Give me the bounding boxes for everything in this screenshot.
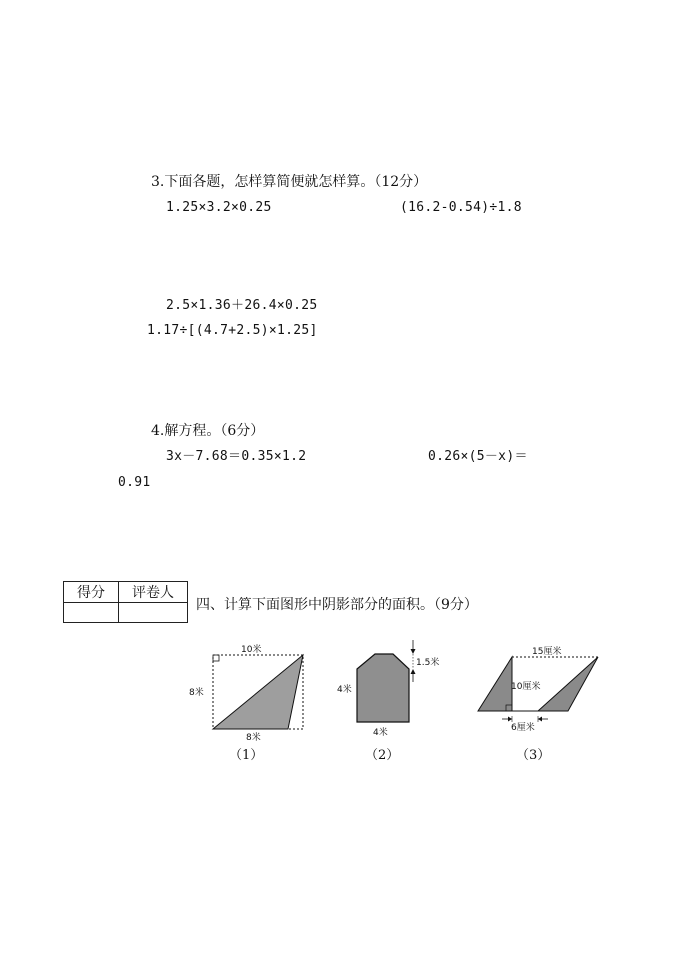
q3-expression-3: 2.5×1.36＋26.4×0.25 bbox=[166, 298, 318, 313]
right-angle-mark bbox=[213, 655, 219, 661]
figure-2-shaded-pentagon bbox=[357, 654, 409, 722]
figure-2 bbox=[335, 638, 440, 768]
q4-equation-2: 0.26×(5－x)＝ bbox=[428, 449, 528, 464]
grader-header: 评卷人 bbox=[119, 582, 188, 603]
arrowhead-right-icon bbox=[508, 717, 512, 722]
figure-2-left-label: 4米 bbox=[337, 685, 352, 695]
figure-1-caption: （1） bbox=[229, 748, 264, 763]
figure-3-top-label: 15厘米 bbox=[532, 647, 562, 657]
q3-expression-4: 1.17÷[(4.7+2.5)×1.25] bbox=[147, 323, 318, 338]
q4-equation-1: 3x－7.68＝0.35×1.2 bbox=[166, 449, 307, 464]
figure-3 bbox=[470, 638, 605, 768]
figure-2-caption: （2） bbox=[365, 748, 400, 763]
figure-1 bbox=[185, 638, 310, 768]
arrowhead-down-icon bbox=[411, 649, 416, 654]
q4-title: 4.解方程。（6分） bbox=[151, 423, 265, 439]
grader-cell[interactable] bbox=[119, 603, 188, 623]
arrowhead-left-icon bbox=[538, 717, 542, 722]
score-table bbox=[63, 581, 188, 623]
figure-1-top-label: 10米 bbox=[241, 645, 262, 655]
q3-expression-2: (16.2-0.54)÷1.8 bbox=[400, 200, 522, 215]
figure-3-shaded-right-triangle bbox=[538, 657, 598, 711]
q3-expression-1: 1.25×3.2×0.25 bbox=[166, 200, 272, 215]
q3-title: 3.下面各题，怎样算简便就怎样算。（12分） bbox=[151, 174, 428, 190]
q4-equation-2-continued: 0.91 bbox=[118, 475, 151, 490]
figure-3-height-label: 10厘米 bbox=[511, 682, 541, 692]
score-cell[interactable] bbox=[64, 603, 119, 623]
figure-1-bottom-label: 8米 bbox=[246, 733, 261, 743]
section4-title: 四、计算下面图形中阴影部分的面积。（9分） bbox=[196, 597, 478, 613]
figure-3-caption: （3） bbox=[516, 748, 551, 763]
figure-1-left-label: 8米 bbox=[189, 688, 204, 698]
score-header: 得分 bbox=[64, 582, 119, 603]
figure-3-shaded-left-triangle bbox=[478, 657, 512, 711]
figure-1-shaded-triangle bbox=[213, 655, 303, 729]
figure-3-bottom-label: 6厘米 bbox=[511, 723, 535, 733]
figure-2-bottom-label: 4米 bbox=[373, 728, 388, 738]
figure-2-top-label: 1.5米 bbox=[416, 658, 440, 668]
arrowhead-up-icon bbox=[411, 669, 416, 674]
